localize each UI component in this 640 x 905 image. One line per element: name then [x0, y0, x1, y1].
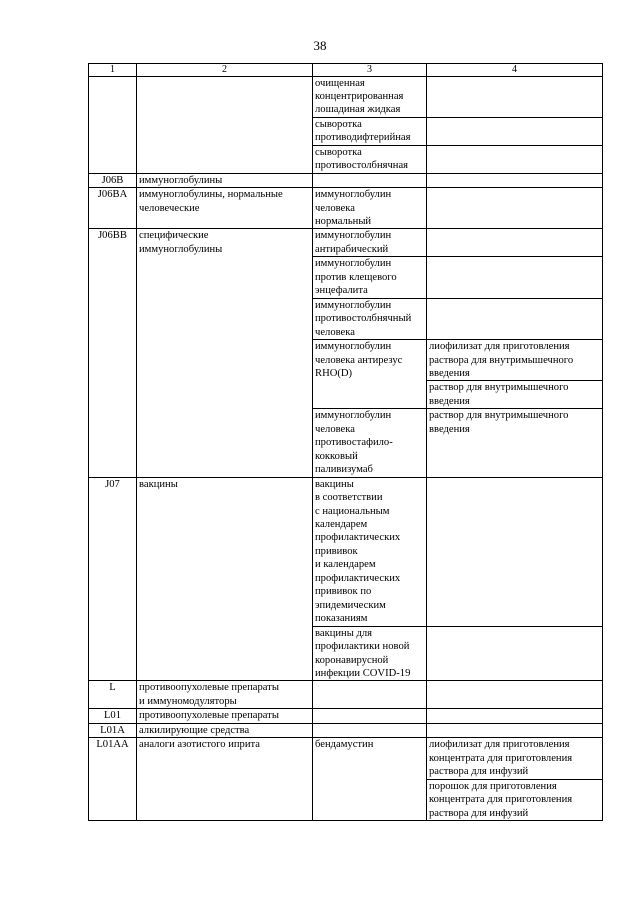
dosage-form: [427, 709, 603, 723]
drug-name-line: сыворотка: [315, 146, 362, 158]
drug-name: [313, 723, 427, 737]
dosage-form-line: раствора для инфузий: [429, 766, 529, 778]
dosage-form-line: введения: [429, 423, 470, 435]
table-row: [89, 188, 603, 229]
drug-name-line: человека: [315, 202, 355, 214]
drug-name-line: человека: [315, 326, 355, 338]
dosage-form-line: концентрата для приготовления: [429, 794, 573, 806]
drug-name-line: антирабический: [315, 243, 389, 255]
drug-name-line: эпидемическим: [315, 599, 386, 611]
dosage-form: [427, 340, 603, 381]
drug-name-line: вакцины для: [315, 627, 373, 639]
drug-name: [313, 738, 427, 821]
drug-name-line: прививок по: [315, 586, 372, 598]
anatomical-group: [137, 723, 313, 737]
dosage-form: [427, 145, 603, 173]
drug-name: [313, 626, 427, 681]
dosage-form-line: раствора для внутримышечного: [429, 354, 574, 366]
drug-name-line: бендамустин: [315, 739, 374, 751]
atc-code: L: [89, 681, 137, 709]
dosage-form: [427, 626, 603, 681]
drug-name: [313, 477, 427, 626]
dosage-form-line: порошок для приготовления: [429, 780, 557, 792]
drug-name-line: человека антирезус: [315, 354, 403, 366]
dosage-form: [427, 381, 603, 409]
drug-name-line: против клещевого: [315, 271, 397, 283]
group-line: аналоги азотистого иприта: [139, 739, 260, 751]
dosage-form-line: раствор для внутримышечного: [429, 410, 569, 422]
drug-name-line: и календарем: [315, 559, 376, 571]
dosage-form: [427, 117, 603, 145]
drug-name: [313, 298, 427, 339]
group-line: иммуноглобулины: [139, 243, 223, 255]
dosage-form: [427, 188, 603, 229]
dosage-form-line: лиофилизат для приготовления: [429, 739, 570, 751]
drug-table: [88, 63, 603, 821]
drug-name-line: профилактических: [315, 532, 401, 544]
drug-table-body: [89, 64, 603, 821]
drug-name-line: иммуноглобулин: [315, 189, 392, 201]
dosage-form-line: концентрата для приготовления: [429, 752, 573, 764]
anatomical-group: [137, 477, 313, 681]
drug-name-line: противостафило-: [315, 437, 393, 449]
drug-name-line: показаниям: [315, 613, 368, 625]
group-line: человеческие: [139, 202, 200, 214]
drug-name: [313, 76, 427, 117]
atc-code: L01A: [89, 723, 137, 737]
anatomical-group: [137, 173, 313, 187]
table-row: [89, 76, 603, 117]
dosage-form-line: раствор для внутримышечного: [429, 382, 569, 394]
drug-name-line: коронавирусной: [315, 654, 389, 666]
drug-name-line: в соответствии: [315, 492, 383, 504]
dosage-form: [427, 76, 603, 117]
drug-name-line: профилактики новой: [315, 641, 410, 653]
dosage-form: [427, 723, 603, 737]
dosage-form: [427, 477, 603, 626]
table-row: [89, 681, 603, 709]
drug-name: [313, 229, 427, 257]
drug-name: [313, 257, 427, 298]
group-line: специфические: [139, 230, 209, 242]
table-row: [89, 709, 603, 723]
drug-name-line: инфекции COVID-19: [315, 667, 411, 679]
atc-code: [89, 76, 137, 173]
drug-name-line: с национальным: [315, 505, 390, 517]
anatomical-group: [137, 76, 313, 173]
drug-name-line: противостолбнячная: [315, 160, 409, 172]
dosage-form: [427, 681, 603, 709]
drug-name-line: кокковый: [315, 450, 358, 462]
dosage-form: [427, 779, 603, 820]
dosage-form: [427, 229, 603, 257]
drug-name-line: лошадиная жидкая: [315, 104, 401, 116]
group-line: и иммуномодуляторы: [139, 695, 237, 707]
page-number: 38: [313, 38, 327, 53]
atc-code: J06B: [89, 173, 137, 187]
column-number: 1: [89, 64, 137, 77]
drug-name-line: иммуноглобулин: [315, 230, 392, 242]
drug-name-line: нормальный: [315, 216, 372, 228]
drug-name-line: прививок: [315, 545, 358, 557]
drug-name-line: иммуноглобулин: [315, 410, 392, 422]
atc-code: J07: [89, 477, 137, 681]
drug-name: [313, 145, 427, 173]
drug-name: [313, 681, 427, 709]
drug-name-line: человека: [315, 423, 355, 435]
drug-name-line: противодифтерийная: [315, 132, 411, 144]
table-row: [89, 477, 603, 626]
dosage-form-line: введения: [429, 368, 470, 380]
drug-name-line: календарем: [315, 519, 368, 530]
group-line: иммуноглобулины, нормальные: [139, 189, 283, 201]
drug-name: [313, 188, 427, 229]
table-row: [89, 229, 603, 257]
drug-name: [313, 340, 427, 409]
drug-name: [313, 117, 427, 145]
drug-name-line: очищенная: [315, 77, 365, 89]
drug-name-line: паливизумаб: [315, 464, 373, 476]
anatomical-group: [137, 188, 313, 229]
group-line: иммуноглобулины: [139, 174, 223, 186]
group-line: вакцины: [139, 478, 178, 490]
drug-name-line: концентрированная: [315, 90, 404, 102]
dosage-form: [427, 298, 603, 339]
drug-name: [313, 709, 427, 723]
anatomical-group: [137, 709, 313, 723]
atc-code: J06BA: [89, 188, 137, 229]
column-number-row: [89, 64, 603, 77]
dosage-form: [427, 409, 603, 477]
drug-name-line: энцефалита: [315, 285, 368, 297]
anatomical-group: [137, 229, 313, 477]
group-line: противоопухолевые препараты: [139, 682, 279, 694]
drug-name-line: иммуноглобулин: [315, 299, 392, 311]
anatomical-group: [137, 738, 313, 821]
column-number: 4: [427, 64, 603, 77]
dosage-form-line: лиофилизат для приготовления: [429, 341, 570, 353]
drug-name: [313, 173, 427, 187]
column-number: 2: [137, 64, 313, 77]
group-line: противоопухолевые препараты: [139, 710, 279, 722]
drug-name: [313, 409, 427, 477]
drug-name-line: иммуноглобулин: [315, 258, 392, 270]
anatomical-group: [137, 681, 313, 709]
dosage-form-line: введения: [429, 395, 470, 407]
drug-name-line: профилактических: [315, 572, 401, 584]
dosage-form: [427, 257, 603, 298]
dosage-form: [427, 738, 603, 779]
atc-code: J06BB: [89, 229, 137, 477]
drug-name-line: иммуноглобулин: [315, 341, 392, 353]
column-number: 3: [313, 64, 427, 77]
atc-code: L01: [89, 709, 137, 723]
table-row: [89, 738, 603, 779]
drug-name-line: вакцины: [315, 478, 354, 490]
table-row: [89, 723, 603, 737]
drug-name-line: сыворотка: [315, 118, 362, 130]
dosage-form-line: раствора для инфузий: [429, 807, 529, 819]
group-line: алкилирующие средства: [139, 724, 250, 736]
dosage-form: [427, 173, 603, 187]
atc-code: L01AA: [89, 738, 137, 821]
drug-name-line: противостолбнячный: [315, 313, 412, 325]
table-row: [89, 173, 603, 187]
drug-name-line: RHO(D): [315, 368, 353, 380]
